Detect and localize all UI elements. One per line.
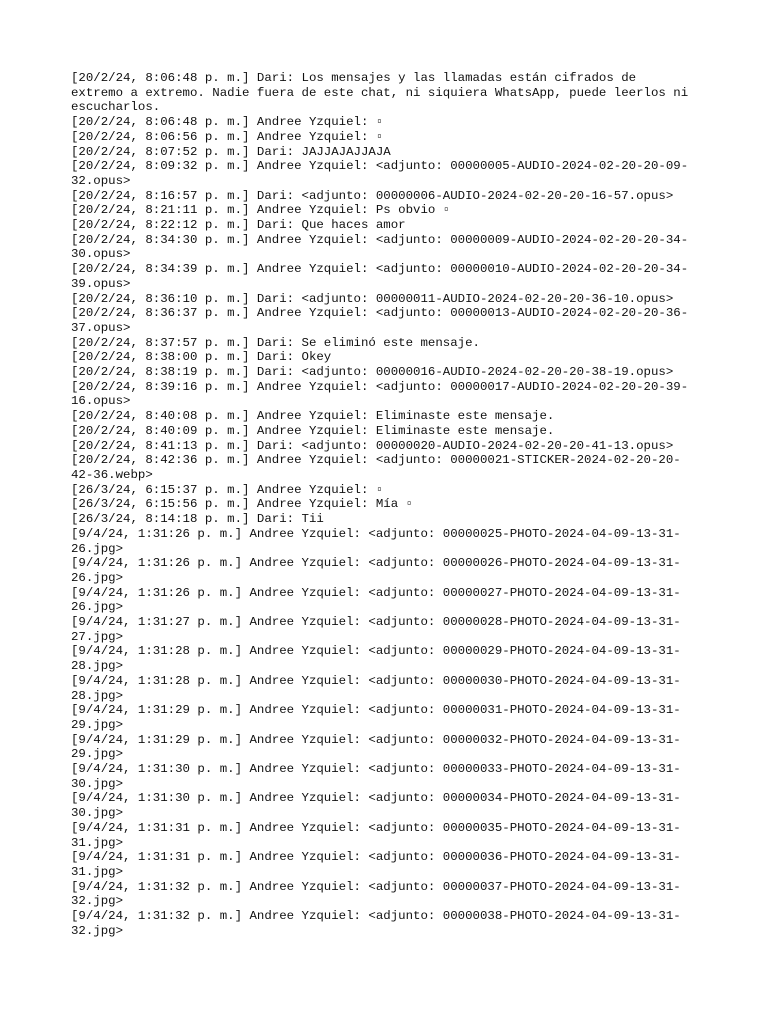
chat-log-line: [9/4/24, 1:31:26 p. m.] Andree Yzquiel: <adjunto: 00000026-PHOTO-2024-04-09-13-31- [71, 556, 681, 571]
chat-log-line: 30.jpg> [71, 806, 124, 821]
chat-log-line: 30.jpg> [71, 776, 124, 791]
chat-log-line: 32.jpg> [71, 923, 124, 938]
chat-log-line: 31.jpg> [71, 835, 124, 850]
chat-log-line: [20/2/24, 8:37:57 p. m.] Dari: Se eliminó este mensaje. [71, 335, 480, 350]
chat-log-line: 28.jpg> [71, 688, 124, 703]
chat-log-lines [71, 71, 701, 938]
chat-log-line: 26.jpg> [71, 600, 124, 615]
chat-log-line: 42-36.webp> [71, 467, 153, 482]
chat-log-line: 39.opus> [71, 276, 131, 291]
chat-log-line: [26/3/24, 6:15:56 p. m.] Andree Yzquiel: Mía ▫ [71, 497, 414, 512]
chat-log-line: [26/3/24, 6:15:37 p. m.] Andree Yzquiel: ▫ [71, 482, 384, 497]
chat-log-line: 32.jpg> [71, 894, 124, 909]
chat-log-line: [20/2/24, 8:41:13 p. m.] Dari: <adjunto: 00000020-AUDIO-2024-02-20-20-41-13.opus> [71, 438, 674, 453]
chat-log-document [71, 71, 701, 938]
chat-log-line: extremo a extremo. Nadie fuera de este chat, ni siquiera WhatsApp, puede leerlos ni [71, 85, 689, 100]
chat-log-line: [20/2/24, 8:38:00 p. m.] Dari: Okey [71, 350, 332, 365]
chat-log-line: 28.jpg> [71, 659, 124, 674]
chat-log-line: [9/4/24, 1:31:27 p. m.] Andree Yzquiel: <adjunto: 00000028-PHOTO-2024-04-09-13-31- [71, 615, 681, 630]
chat-log-line: [20/2/24, 8:06:48 p. m.] Andree Yzquiel: ▫ [71, 115, 384, 130]
chat-log-line: [20/2/24, 8:40:08 p. m.] Andree Yzquiel: Eliminaste este mensaje. [71, 409, 555, 424]
chat-log-line: [20/2/24, 8:34:39 p. m.] Andree Yzquiel: <adjunto: 00000010-AUDIO-2024-02-20-20-34- [71, 262, 689, 277]
chat-log-line: 16.opus> [71, 394, 131, 409]
chat-log-line: [26/3/24, 8:14:18 p. m.] Dari: Tii [71, 512, 324, 527]
chat-log-line: 29.jpg> [71, 747, 124, 762]
chat-log-line: [20/2/24, 8:16:57 p. m.] Dari: <adjunto: 00000006-AUDIO-2024-02-20-20-16-57.opus> [71, 188, 674, 203]
chat-log-line: 31.jpg> [71, 864, 124, 879]
chat-log-line: 37.opus> [71, 320, 131, 335]
chat-log-line: [20/2/24, 8:07:52 p. m.] Dari: JAJJAJAJJAJA [71, 144, 391, 159]
chat-log-line: [20/2/24, 8:06:48 p. m.] Dari: Los mensajes y las llamadas están cifrados de [71, 71, 637, 85]
chat-log-line: [20/2/24, 8:36:10 p. m.] Dari: <adjunto: 00000011-AUDIO-2024-02-20-20-36-10.opus> [71, 291, 674, 306]
chat-log-line: [9/4/24, 1:31:30 p. m.] Andree Yzquiel: <adjunto: 00000033-PHOTO-2024-04-09-13-31- [71, 762, 681, 777]
chat-log-line: [20/2/24, 8:22:12 p. m.] Dari: Que haces amor [71, 218, 406, 233]
chat-log-line: 26.jpg> [71, 570, 124, 585]
chat-log-line: [9/4/24, 1:31:31 p. m.] Andree Yzquiel: <adjunto: 00000036-PHOTO-2024-04-09-13-31- [71, 850, 681, 865]
chat-log-line: [20/2/24, 8:06:56 p. m.] Andree Yzquiel: ▫ [71, 129, 384, 144]
chat-log-line: [20/2/24, 8:36:37 p. m.] Andree Yzquiel: <adjunto: 00000013-AUDIO-2024-02-20-20-36- [71, 306, 689, 321]
chat-log-line: 30.opus> [71, 247, 131, 262]
chat-log-line: escucharlos. [71, 100, 161, 115]
chat-log-line: 32.opus> [71, 173, 131, 188]
chat-log-line: [9/4/24, 1:31:28 p. m.] Andree Yzquiel: <adjunto: 00000029-PHOTO-2024-04-09-13-31- [71, 644, 681, 659]
chat-log-line: 29.jpg> [71, 717, 124, 732]
chat-log-line: [9/4/24, 1:31:32 p. m.] Andree Yzquiel: <adjunto: 00000038-PHOTO-2024-04-09-13-31- [71, 909, 681, 924]
chat-log-line: 26.jpg> [71, 541, 124, 556]
chat-log-line: [20/2/24, 8:38:19 p. m.] Dari: <adjunto: 00000016-AUDIO-2024-02-20-20-38-19.opus> [71, 365, 674, 380]
chat-log-line: [9/4/24, 1:31:29 p. m.] Andree Yzquiel: <adjunto: 00000031-PHOTO-2024-04-09-13-31- [71, 703, 681, 718]
chat-log-line: [20/2/24, 8:39:16 p. m.] Andree Yzquiel: <adjunto: 00000017-AUDIO-2024-02-20-20-39- [71, 379, 689, 394]
chat-log-line: [9/4/24, 1:31:31 p. m.] Andree Yzquiel: <adjunto: 00000035-PHOTO-2024-04-09-13-31- [71, 820, 681, 835]
chat-log-line: [20/2/24, 8:09:32 p. m.] Andree Yzquiel: <adjunto: 00000005-AUDIO-2024-02-20-20-09- [71, 159, 689, 174]
chat-log-line: [9/4/24, 1:31:28 p. m.] Andree Yzquiel: <adjunto: 00000030-PHOTO-2024-04-09-13-31- [71, 673, 681, 688]
chat-log-line: [9/4/24, 1:31:29 p. m.] Andree Yzquiel: <adjunto: 00000032-PHOTO-2024-04-09-13-31- [71, 732, 681, 747]
chat-log-line: [20/2/24, 8:42:36 p. m.] Andree Yzquiel: <adjunto: 00000021-STICKER-2024-02-20-20- [71, 453, 681, 468]
chat-log-line: [9/4/24, 1:31:26 p. m.] Andree Yzquiel: <adjunto: 00000027-PHOTO-2024-04-09-13-31- [71, 585, 681, 600]
chat-log-line: [20/2/24, 8:34:30 p. m.] Andree Yzquiel: <adjunto: 00000009-AUDIO-2024-02-20-20-34- [71, 232, 689, 247]
chat-log-line: [9/4/24, 1:31:30 p. m.] Andree Yzquiel: <adjunto: 00000034-PHOTO-2024-04-09-13-31- [71, 791, 681, 806]
chat-log-line: [20/2/24, 8:40:09 p. m.] Andree Yzquiel: Eliminaste este mensaje. [71, 423, 555, 438]
chat-log-line: [20/2/24, 8:21:11 p. m.] Andree Yzquiel: Ps obvio ▫ [71, 203, 451, 218]
chat-log-line: [9/4/24, 1:31:32 p. m.] Andree Yzquiel: <adjunto: 00000037-PHOTO-2024-04-09-13-31- [71, 879, 681, 894]
chat-log-line: [9/4/24, 1:31:26 p. m.] Andree Yzquiel: <adjunto: 00000025-PHOTO-2024-04-09-13-31- [71, 526, 681, 541]
chat-log-line: 27.jpg> [71, 629, 124, 644]
